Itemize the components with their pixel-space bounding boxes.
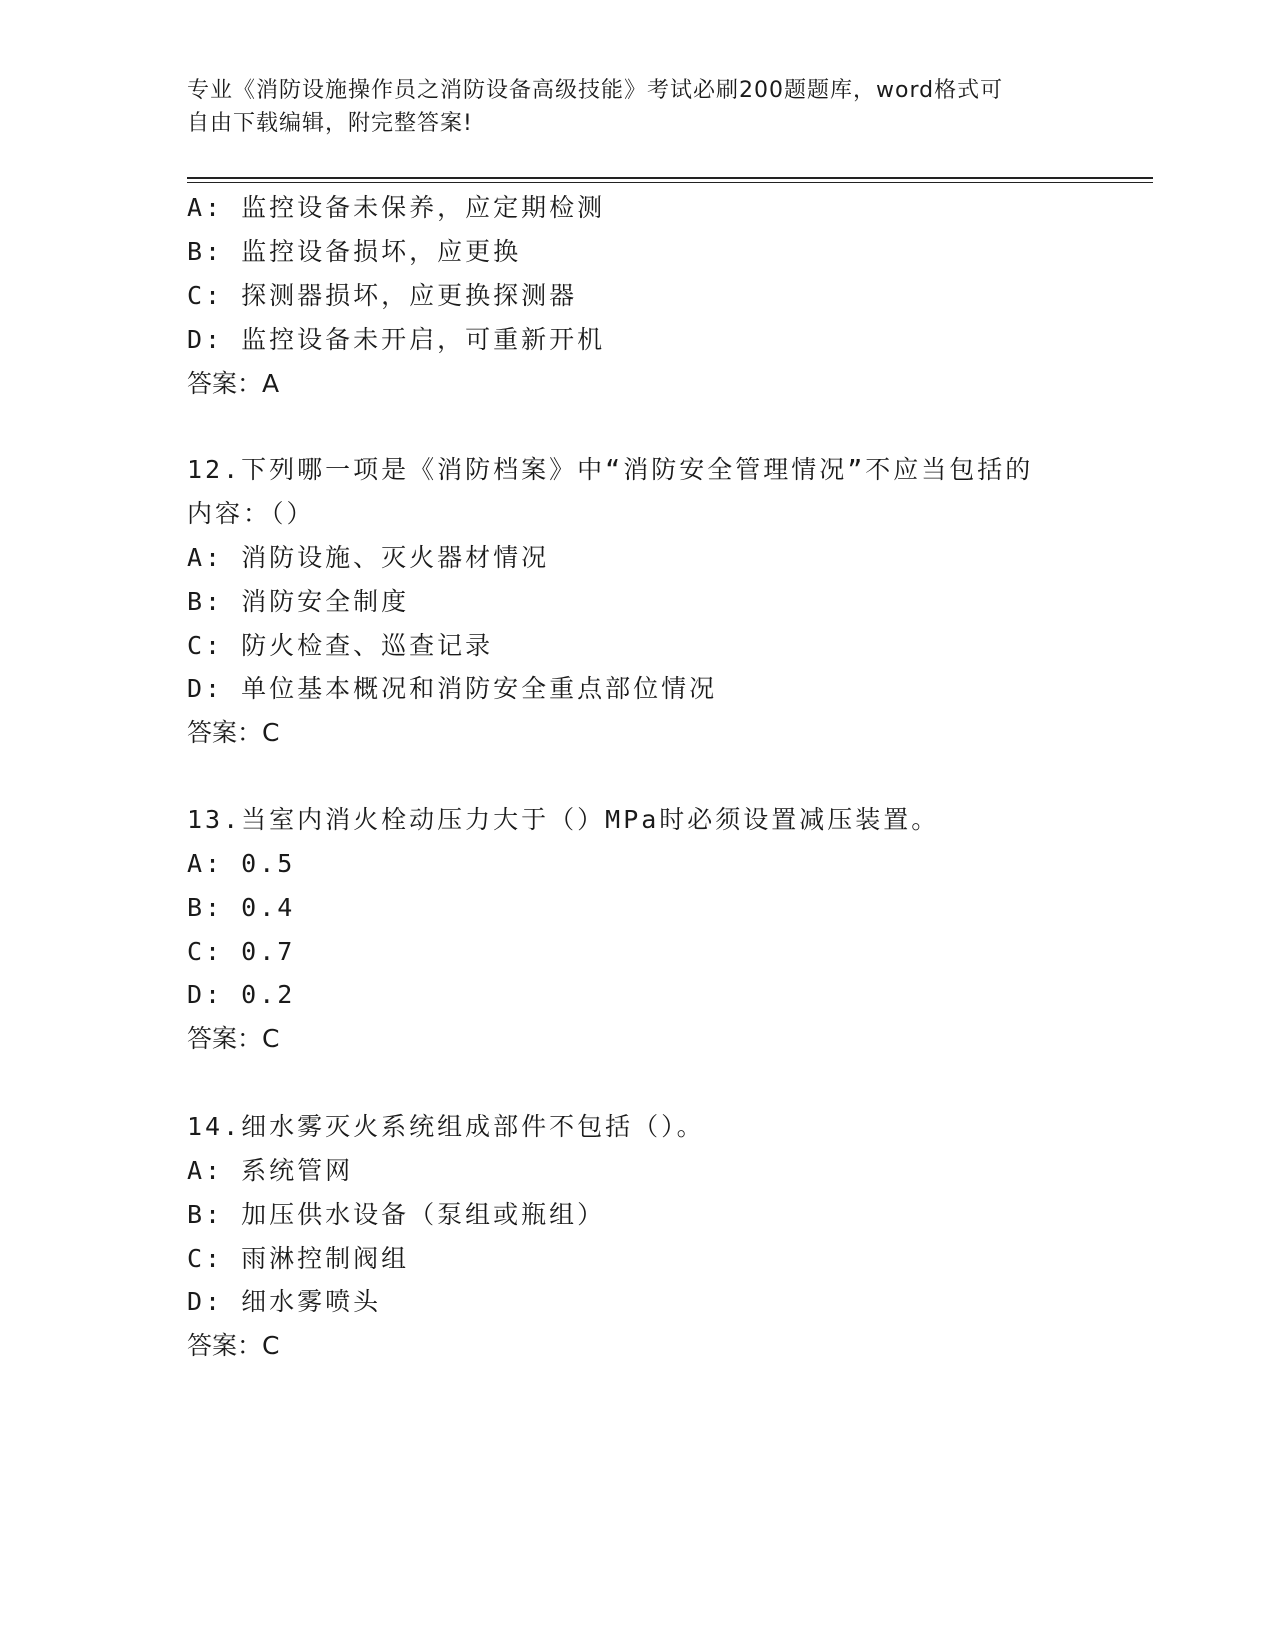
q14-option-c: C: 雨淋控制阀组 (187, 1244, 410, 1273)
q11-answer: 答案：A (187, 369, 280, 398)
q11-option-d: D: 监控设备未开启，可重新开机 (187, 325, 606, 354)
q13-option-b: B: 0.4 (187, 893, 296, 922)
q12-option-b: B: 消防安全制度 (187, 587, 410, 616)
q12-answer: 答案：C (187, 718, 280, 747)
q12-stem-line-1: 12.下列哪一项是《消防档案》中“消防安全管理情况”不应当包括的 (187, 455, 1034, 484)
q14-option-d: D: 细水雾喷头 (187, 1287, 382, 1316)
q12-option-c: C: 防火检查、巡查记录 (187, 631, 494, 660)
header-line-2: 自由下载编辑，附完整答案! (187, 111, 473, 136)
header-divider-thin (187, 182, 1153, 183)
q14-answer: 答案：C (187, 1331, 280, 1360)
q13-stem: 13.当室内消火栓动压力大于（）MPa时必须设置减压装置。 (187, 805, 940, 834)
q13-option-a: A: 0.5 (187, 849, 296, 878)
q12-option-a: A: 消防设施、灭火器材情况 (187, 543, 550, 572)
q11-option-b: B: 监控设备损坏，应更换 (187, 237, 522, 266)
q14-option-a: A: 系统管网 (187, 1156, 354, 1185)
q11-option-c: C: 探测器损坏，应更换探测器 (187, 281, 578, 310)
header-divider-thick (187, 177, 1153, 179)
document-header (187, 74, 1067, 140)
q13-answer: 答案：C (187, 1024, 280, 1053)
q11-option-a: A: 监控设备未保养，应定期检测 (187, 193, 606, 222)
q14-stem: 14.细水雾灭火系统组成部件不包括（）。 (187, 1112, 705, 1141)
header-line-1: 专业《消防设施操作员之消防设备高级技能》考试必刷200题题库，word格式可 (187, 78, 1004, 103)
q13-option-c: C: 0.7 (187, 937, 296, 966)
q13-option-d: D: 0.2 (187, 980, 296, 1009)
q14-option-b: B: 加压供水设备（泵组或瓶组） (187, 1200, 606, 1229)
q12-option-d: D: 单位基本概况和消防安全重点部位情况 (187, 674, 718, 703)
q12-stem-line-2: 内容：（） (187, 499, 315, 528)
